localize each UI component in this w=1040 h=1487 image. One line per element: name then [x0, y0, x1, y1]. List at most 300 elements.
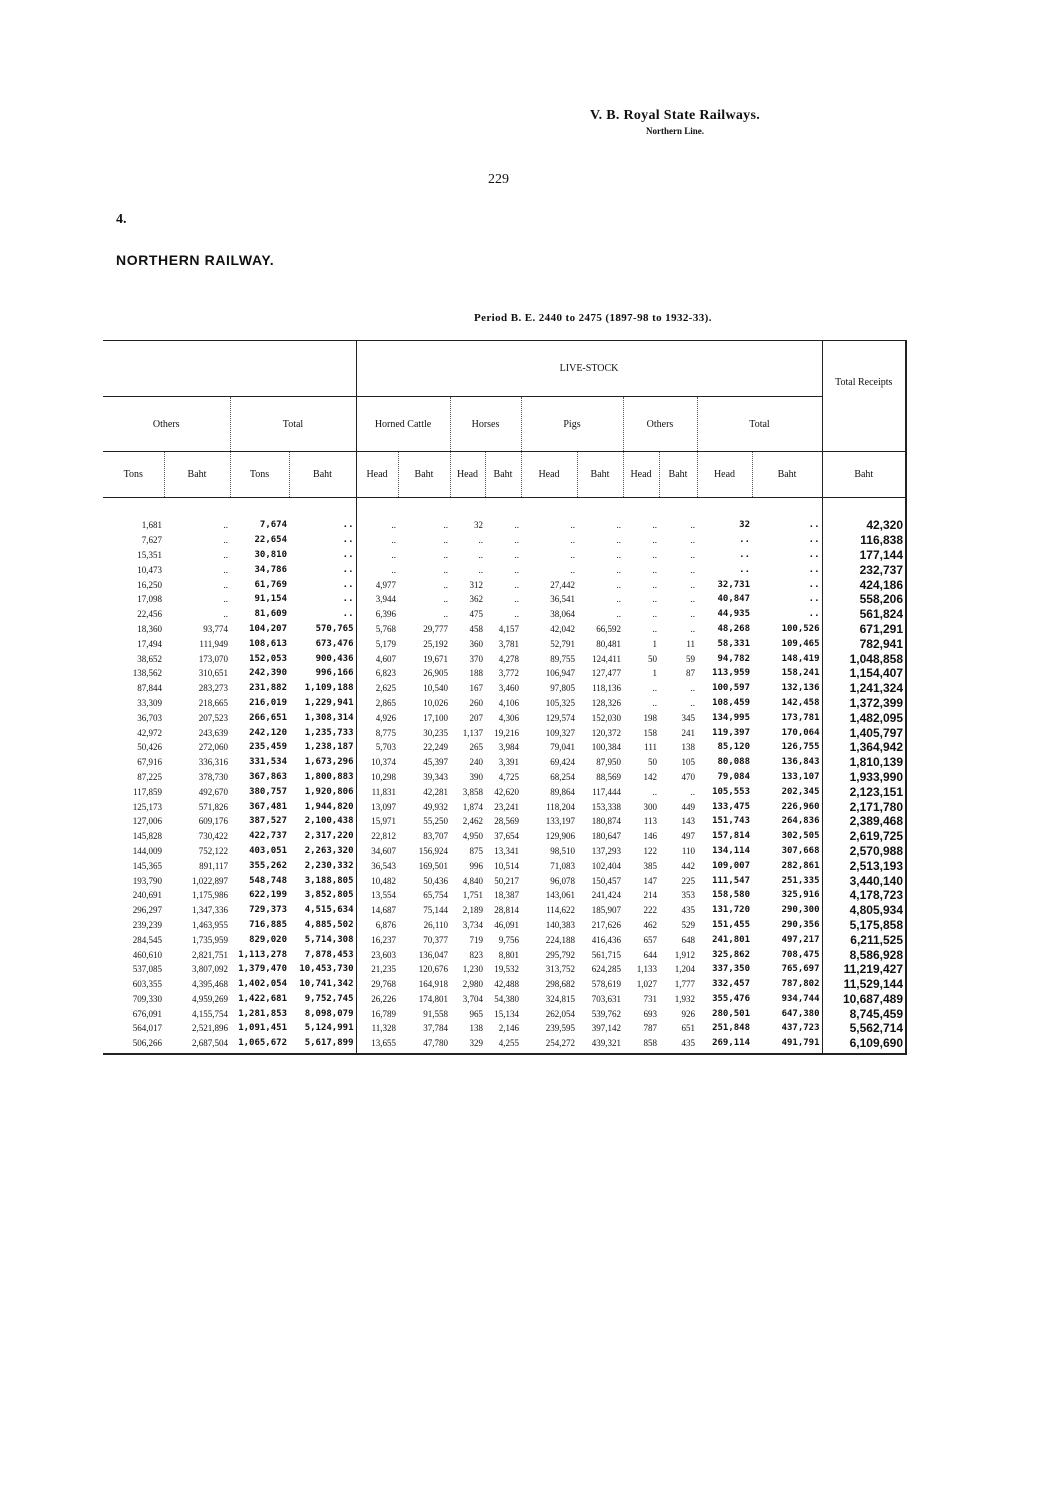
table-cell: 80,481: [596, 638, 621, 649]
table-cell: 68,254: [550, 771, 575, 782]
table-cell: 22,249: [423, 742, 448, 753]
table-cell: 564,017: [132, 1023, 162, 1034]
table-cell: 145,828: [132, 831, 162, 842]
table-cell: 94,782: [717, 653, 750, 664]
table-cell: 647,380: [781, 1008, 820, 1019]
table-cell: 4,959,269: [192, 993, 228, 1004]
table-cell: 2,462: [462, 816, 483, 827]
table-cell: 3,460: [498, 683, 519, 694]
table-cell: ..: [690, 623, 695, 634]
table-cell: 42,488: [494, 979, 519, 990]
table-row: [103, 548, 906, 563]
table-cell: 703,631: [591, 993, 621, 1004]
table-cell: ..: [808, 564, 820, 575]
table-cell: 497: [681, 831, 695, 842]
table-cell: 69,424: [550, 757, 575, 768]
table-cell: 110: [681, 845, 695, 856]
table-cell: ..: [342, 549, 354, 560]
table-cell: 216,019: [249, 697, 287, 708]
table-cell: 416,436: [591, 934, 621, 945]
table-cell: ..: [478, 549, 483, 560]
table-cell: ..: [690, 579, 695, 590]
table-cell: ..: [808, 579, 820, 590]
railway-name: V. B. Royal State Railways.: [590, 108, 761, 123]
table-cell: 1,482,095: [822, 710, 906, 725]
table-cell: 858: [623, 1036, 659, 1054]
table-cell: ..: [514, 520, 519, 531]
table-row: [103, 592, 906, 607]
table-cell: ..: [690, 786, 695, 797]
table-cell: ..: [356, 533, 398, 548]
table-row: [103, 814, 906, 829]
table-cell: 332,457: [712, 979, 750, 990]
table-cell: 578,619: [591, 979, 621, 990]
table-cell: 4,255: [485, 1036, 521, 1054]
table-cell: 10,540: [423, 683, 448, 694]
table-cell: 226,960: [781, 801, 820, 812]
table-cell: 97,805: [550, 683, 575, 694]
table-cell: 185,907: [591, 905, 621, 916]
table-cell: ..: [690, 549, 695, 560]
table-cell: 460,610: [132, 949, 162, 960]
table-cell: 134,995: [712, 712, 750, 723]
table-cell: 266,651: [249, 712, 287, 723]
unit-header: Tons: [103, 452, 164, 498]
table-cell: 4,950: [462, 831, 483, 842]
table-cell: 26,905: [423, 668, 448, 679]
table-cell: 787,802: [781, 979, 820, 990]
table-cell: 113,959: [712, 668, 750, 679]
table-row: [103, 977, 906, 992]
table-cell: ..: [690, 697, 695, 708]
table-cell: 27,442: [550, 579, 575, 590]
table-cell: 109,327: [545, 727, 575, 738]
unit-header: Baht: [659, 452, 697, 498]
table-cell: 2,865: [356, 696, 398, 711]
table-cell: 4,725: [498, 771, 519, 782]
table-cell: 251,848: [712, 1023, 750, 1034]
table-cell: 128,326: [591, 697, 621, 708]
table-cell: ..: [223, 520, 228, 531]
table-cell: 241,424: [591, 890, 621, 901]
table-cell: 497,217: [781, 934, 820, 945]
table-cell: 622,199: [249, 890, 287, 901]
table-cell: 3,704: [462, 993, 483, 1004]
table-cell: 1,091,451: [238, 1023, 287, 1034]
table-cell: 40,847: [717, 594, 750, 605]
table-cell: 58,331: [717, 638, 750, 649]
table-cell: 23,603: [356, 947, 398, 962]
table-cell: 548,748: [249, 875, 287, 886]
table-cell: 50: [648, 757, 657, 768]
table-cell: 492,670: [198, 786, 228, 797]
table-cell: 13,341: [494, 845, 519, 856]
table-cell: 3,984: [498, 742, 519, 753]
livestock-total-header: Total: [697, 397, 822, 452]
table-cell: 1,027: [636, 979, 657, 990]
table-row: [103, 932, 906, 947]
line-name: Northern Line.: [646, 126, 705, 136]
table-cell: 2,821,751: [192, 949, 228, 960]
table-cell: 1,920,806: [304, 786, 354, 797]
table-cell: 36,703: [137, 712, 162, 723]
table-cell: 143: [681, 816, 695, 827]
table-cell: 235,459: [249, 742, 287, 753]
table-cell: 242,120: [249, 727, 287, 738]
table-cell: 11: [686, 638, 695, 649]
table-cell: 37,654: [494, 831, 519, 842]
table-cell: 1,347,336: [192, 905, 228, 916]
total-receipts-header: Total Receipts: [822, 341, 906, 452]
table-cell: 787: [643, 1023, 657, 1034]
table-cell: 156,924: [418, 845, 448, 856]
table-cell: 26,110: [423, 919, 448, 930]
unit-header: Tons: [230, 452, 289, 498]
table-cell: 2,389,468: [822, 814, 906, 829]
table-cell: 104,207: [249, 623, 287, 634]
table-row: [103, 873, 906, 888]
table-cell: 61,769: [254, 579, 287, 590]
table-cell: 136,843: [781, 757, 820, 768]
table-cell: ..: [616, 579, 621, 590]
table-row: [103, 622, 906, 637]
table-row: [103, 858, 906, 873]
table-cell: ..: [443, 564, 448, 575]
table-cell: 262,054: [545, 1008, 575, 1019]
table-cell: 54,380: [494, 993, 519, 1004]
table-cell: ..: [223, 594, 228, 605]
table-cell: 114,622: [546, 905, 575, 916]
table-cell: 32: [474, 520, 483, 531]
table-cell: 729,373: [249, 905, 287, 916]
table-cell: 648: [681, 934, 695, 945]
table-cell: ..: [342, 535, 354, 546]
table-cell: 537,085: [132, 964, 162, 975]
table-cell: ..: [652, 520, 657, 531]
table-cell: 2,230,332: [304, 860, 354, 871]
table-cell: 81,609: [254, 609, 287, 620]
table-cell: ..: [514, 535, 519, 546]
unit-header: Head: [521, 452, 577, 498]
table-cell: 730,422: [198, 831, 228, 842]
table-cell: 46,091: [494, 919, 519, 930]
table-cell: ..: [652, 697, 657, 708]
table-cell: 88,569: [596, 771, 621, 782]
table-cell: 719: [469, 934, 483, 945]
table-cell: 38,652: [137, 653, 162, 664]
table-cell: 302,505: [781, 831, 820, 842]
table-cell: 331,534: [249, 757, 287, 768]
period-caption: Period B. E. 2440 to 2475 (1897-98 to 1932-33).: [474, 312, 712, 324]
table-cell: ..: [808, 609, 820, 620]
unit-header: Baht: [752, 452, 822, 498]
table-cell: 222: [643, 905, 657, 916]
table-cell: 5,714,308: [304, 934, 354, 945]
table-cell: 217,626: [591, 919, 621, 930]
table-cell: 231,882: [249, 683, 287, 694]
table-cell: 4,278: [498, 653, 519, 664]
table-row: [103, 829, 906, 844]
table-cell: 1,175,986: [192, 890, 228, 901]
table-cell: 300: [643, 801, 657, 812]
table-cell: 996: [469, 860, 483, 871]
unit-header: Baht: [577, 452, 623, 498]
table-cell: ..: [443, 579, 448, 590]
table-cell: 142,458: [781, 697, 820, 708]
table-cell: 3,734: [462, 919, 483, 930]
table-row: [103, 651, 906, 666]
table-cell: 875: [469, 845, 483, 856]
table-cell: 193,790: [132, 875, 162, 886]
table-cell: 1,364,942: [822, 740, 906, 755]
table-row: [103, 918, 906, 933]
table-cell: 4,840: [462, 875, 483, 886]
table-cell: 157,814: [712, 831, 750, 842]
table-cell: ..: [739, 549, 750, 560]
table-cell: 1,422,681: [238, 993, 287, 1004]
table-cell: 177,144: [822, 548, 906, 563]
table-cell: ..: [652, 579, 657, 590]
unit-header: Head: [697, 452, 752, 498]
table-cell: 752,122: [198, 845, 228, 856]
table-cell: 437,723: [781, 1023, 820, 1034]
table-cell: 1,777: [674, 979, 695, 990]
table-cell: 13,655: [356, 1036, 398, 1054]
table-cell: 198: [643, 712, 657, 723]
table-cell: 19,532: [494, 964, 519, 975]
table-cell: 403,051: [249, 845, 287, 856]
table-cell: 98,510: [550, 845, 575, 856]
table-cell: 138,562: [132, 668, 162, 679]
table-cell: 996,166: [315, 668, 354, 679]
table-cell: 129,906: [545, 831, 575, 842]
table-cell: ..: [739, 564, 750, 575]
table-row: [103, 562, 906, 577]
table-cell: 3,772: [498, 668, 519, 679]
table-cell: ..: [690, 535, 695, 546]
table-cell: 1: [652, 668, 657, 679]
table-cell: 6,823: [356, 666, 398, 681]
table-cell: ..: [808, 535, 820, 546]
table-cell: 42,281: [423, 786, 448, 797]
table-cell: 254,272: [521, 1036, 577, 1054]
table-cell: 28,569: [494, 816, 519, 827]
table-cell: 148,419: [781, 653, 820, 664]
table-cell: 16,237: [356, 932, 398, 947]
table-row: [103, 666, 906, 681]
table-cell: ..: [223, 535, 228, 546]
table-cell: 1,308,314: [304, 712, 354, 723]
table-cell: 2,625: [356, 681, 398, 696]
table-cell: 265: [469, 742, 483, 753]
table-cell: 4,106: [498, 697, 519, 708]
table-cell: 370: [469, 653, 483, 664]
table-cell: 462: [643, 919, 657, 930]
table-cell: 224,188: [545, 934, 575, 945]
table-cell: 282,861: [781, 860, 820, 871]
table-cell: 324,815: [545, 993, 575, 1004]
table-cell: 10,453,730: [299, 964, 354, 975]
table-cell: 29,777: [423, 623, 448, 634]
table-cell: 17,098: [137, 594, 162, 605]
table-cell: 4,805,934: [822, 903, 906, 918]
table-cell: 295,792: [545, 949, 575, 960]
blank-header-cell: [103, 341, 356, 397]
table-cell: 716,885: [249, 919, 287, 930]
table-cell: 36,543: [356, 858, 398, 873]
table-cell: 355,476: [712, 993, 750, 1004]
table-cell: 42,972: [137, 727, 162, 738]
table-cell: 218,665: [198, 697, 228, 708]
section-number: 4.: [116, 212, 127, 227]
table-cell: 11,831: [356, 784, 398, 799]
table-cell: 167: [469, 683, 483, 694]
table-cell: 173,070: [198, 653, 228, 664]
table-cell: ..: [616, 520, 621, 531]
horned-cattle-header: Horned Cattle: [356, 397, 450, 452]
table-cell: 66,592: [596, 623, 621, 634]
table-cell: 8,745,459: [822, 1006, 906, 1021]
table-cell: 85,120: [717, 742, 750, 753]
table-cell: ..: [652, 609, 657, 620]
table-cell: 624,285: [591, 964, 621, 975]
table-cell: 470: [681, 771, 695, 782]
table-cell: 829,020: [249, 934, 287, 945]
table-cell: 44,935: [717, 609, 750, 620]
others-header: Others: [103, 397, 230, 452]
table-cell: ..: [570, 549, 575, 560]
table-cell: 8,098,079: [304, 1008, 354, 1019]
table-cell: 1,048,858: [822, 651, 906, 666]
table-cell: 2,521,896: [192, 1023, 228, 1034]
table-cell: 127,477: [591, 668, 621, 679]
table-cell: 2,619,725: [822, 829, 906, 844]
table-cell: 934,744: [781, 993, 820, 1004]
table-cell: 5,617,899: [289, 1036, 356, 1054]
table-cell: 145,365: [132, 860, 162, 871]
table-cell: ..: [223, 564, 228, 575]
table-cell: 561,824: [822, 607, 906, 622]
table-cell: 1,932: [674, 993, 695, 1004]
table-cell: 39,343: [423, 771, 448, 782]
table-cell: 143,061: [545, 890, 575, 901]
table-cell: 435: [659, 1036, 697, 1054]
table-cell: 29,768: [356, 977, 398, 992]
table-row: [103, 1036, 906, 1054]
table-cell: 2,171,780: [822, 799, 906, 814]
table-cell: 241: [681, 727, 695, 738]
table-cell: 325,916: [781, 890, 820, 901]
table-cell: 109,007: [712, 860, 750, 871]
table-cell: ..: [514, 594, 519, 605]
table-cell: 313,752: [545, 964, 575, 975]
table-row: [103, 498, 906, 533]
table-cell: 307,668: [781, 845, 820, 856]
table-cell: 3,852,805: [304, 890, 354, 901]
table-row: [103, 844, 906, 859]
table-cell: ..: [356, 548, 398, 563]
table-cell: 4,926: [356, 710, 398, 725]
table-cell: 150,457: [591, 875, 621, 886]
table-cell: 3,391: [498, 757, 519, 768]
table-cell: 142: [643, 771, 657, 782]
table-cell: 137,293: [591, 845, 621, 856]
table-cell: 120,676: [418, 964, 448, 975]
table-cell: 2,146: [498, 1023, 519, 1034]
table-cell: ..: [652, 564, 657, 575]
table-cell: 125,173: [132, 801, 162, 812]
table-cell: 4,515,634: [304, 905, 354, 916]
table-cell: 2,570,988: [822, 844, 906, 859]
table-row: [103, 755, 906, 770]
table-cell: 239,595: [545, 1023, 575, 1034]
table-cell: ..: [690, 683, 695, 694]
livestock-group-header: LIVE-STOCK: [356, 341, 822, 397]
table-cell: 106,947: [545, 668, 575, 679]
table-cell: 152,030: [591, 712, 621, 723]
table-cell: 111,949: [199, 638, 228, 649]
table-cell: 458: [469, 623, 483, 634]
table-cell: 673,476: [315, 638, 354, 649]
table-cell: 3,944: [356, 592, 398, 607]
table-cell: 337,350: [712, 964, 750, 975]
table-cell: ..: [443, 609, 448, 620]
table-cell: 67,916: [137, 757, 162, 768]
table-cell: 7,627: [141, 535, 162, 546]
table-cell: ..: [652, 535, 657, 546]
table-cell: ..: [342, 579, 354, 590]
table-cell: 284,545: [132, 934, 162, 945]
table-row: [103, 992, 906, 1007]
table-cell: 6,109,690: [822, 1036, 906, 1054]
table-cell: ..: [616, 609, 621, 620]
table-row: [103, 962, 906, 977]
table-cell: 96,078: [550, 875, 575, 886]
table-cell: 15,351: [137, 549, 162, 560]
table-cell: 91,154: [254, 594, 287, 605]
table-cell: 15,971: [356, 814, 398, 829]
table-cell: 1,241,324: [822, 681, 906, 696]
table-cell: 657: [643, 934, 657, 945]
table-cell: 122: [643, 845, 657, 856]
table-cell: 3,440,140: [822, 873, 906, 888]
table-cell: 202,345: [781, 786, 820, 797]
table-cell: 708,475: [781, 949, 820, 960]
table-cell: 32,731: [717, 579, 750, 590]
table-cell: 782,941: [822, 636, 906, 651]
table-cell: 9,752,745: [304, 993, 354, 1004]
table-cell: 1,751: [462, 890, 483, 901]
table-cell: ..: [616, 594, 621, 605]
table-cell: 1,065,672: [230, 1036, 289, 1054]
table-cell: 59: [686, 653, 695, 664]
table-cell: 1,735,959: [192, 934, 228, 945]
table-cell: ..: [223, 609, 228, 620]
table-row: [103, 725, 906, 740]
table-cell: 140,383: [545, 919, 575, 930]
unit-header: Head: [623, 452, 659, 498]
table-cell: 290,300: [781, 905, 820, 916]
table-cell: 260: [469, 697, 483, 708]
table-cell: 22,456: [137, 609, 162, 620]
horses-header: Horses: [450, 397, 521, 452]
table-cell: 676,091: [132, 1008, 162, 1019]
table-cell: 119,397: [712, 727, 750, 738]
table-cell: 367,863: [249, 771, 287, 782]
table-cell: 4,977: [356, 577, 398, 592]
table-cell: ..: [808, 520, 820, 531]
table-cell: ..: [570, 520, 575, 531]
